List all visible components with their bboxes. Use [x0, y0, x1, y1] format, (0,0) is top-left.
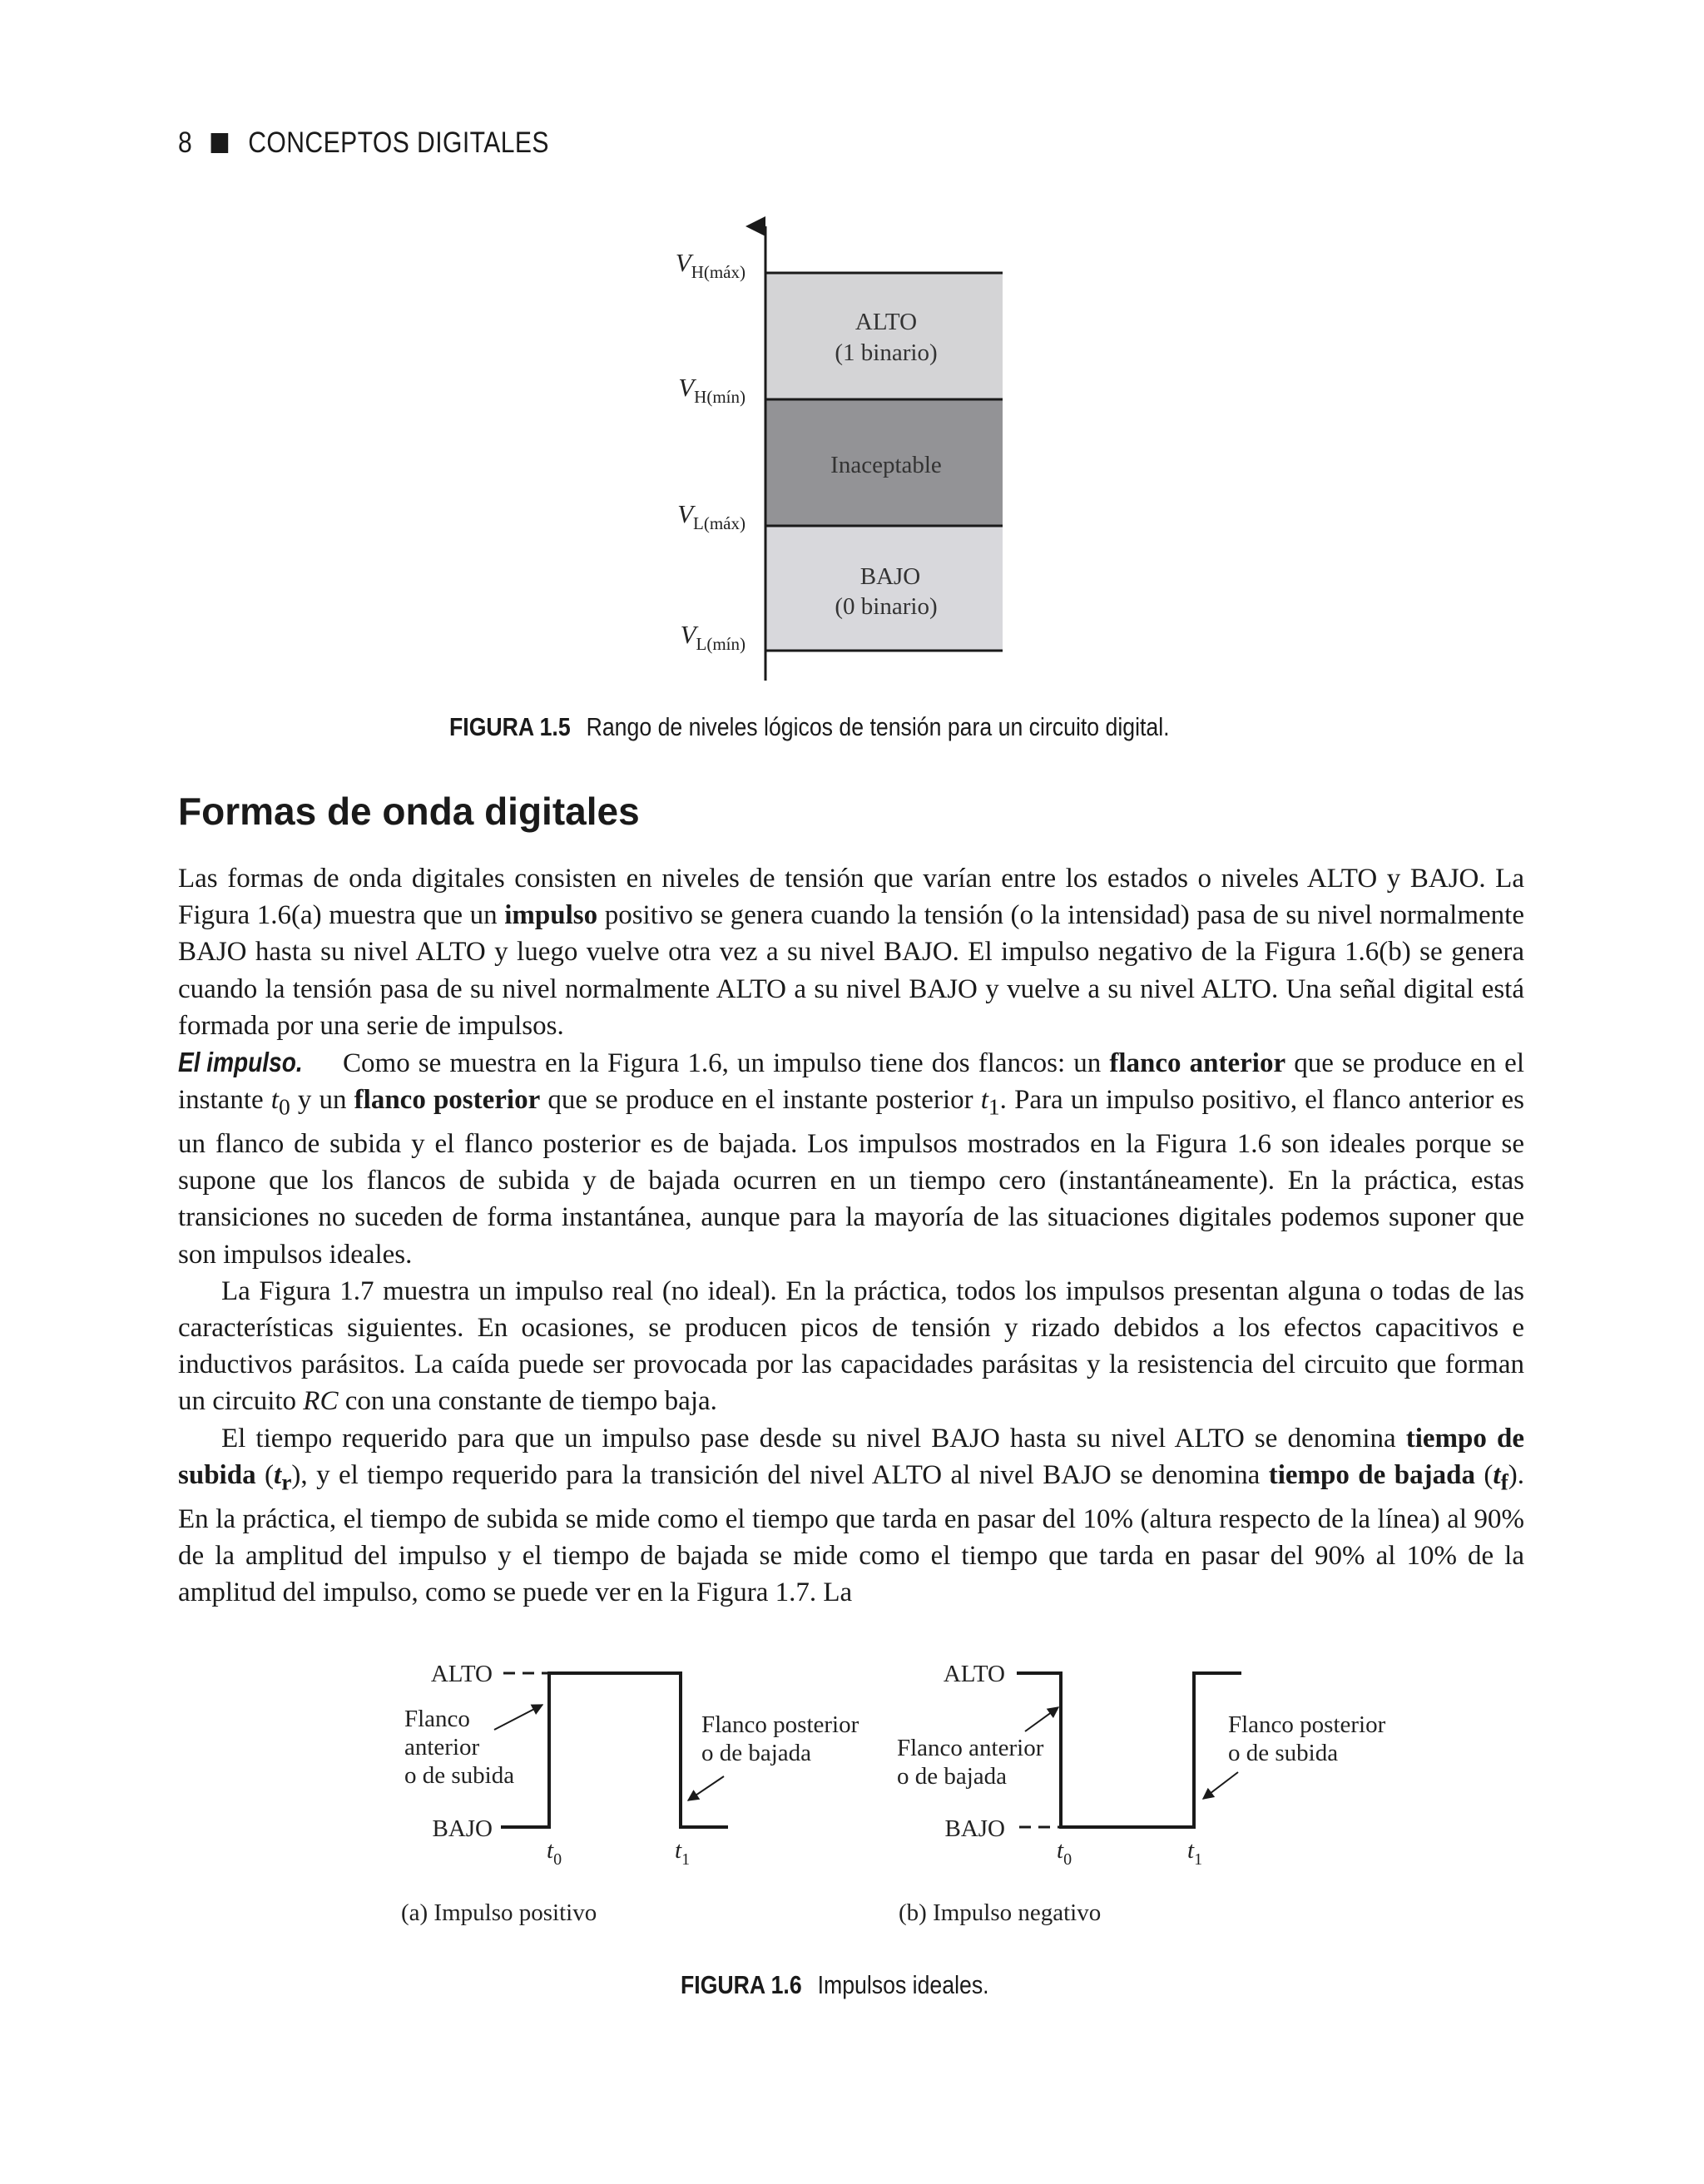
band-alto: [765, 273, 1003, 399]
pulse-a-flanco-posterior-2: o de bajada: [701, 1740, 812, 1766]
runin-heading: El impulso.: [178, 1047, 303, 1078]
figure-1-5-label: FIGURA 1.5: [449, 712, 571, 741]
label-vl-min: $V_{L(mín)}$: [680, 620, 746, 654]
pulse-a-waveform: [501, 1673, 728, 1827]
pulse-b-waveform: [1017, 1673, 1241, 1827]
figure-1-6-label: FIGURA 1.6: [681, 1970, 802, 1999]
pulse-a: [401, 1661, 859, 1926]
pulse-a-t0: $t_0$: [547, 1837, 562, 1869]
pulse-a-bajo: BAJO: [432, 1815, 493, 1842]
paragraph-1: Las formas de onda digitales consisten en niveles de tensión que varían entre los estados o niveles ALTO y BAJO. La Figura 1.6(a) muestra que un impulso positivo se genera cuando la tensión (o la intensidad) pasa de su nivel normalmente BAJO hasta su nivel ALTO y luego vuelve otra vez a su nivel BAJO. El impulso negativo de la Figura 1.6(b) se genera cuando la tensión pasa de su nivel normalmente ALTO a su nivel BAJO y vuelve a su nivel ALTO. Una señal digital está formada por una serie de impulsos.: [178, 864, 1524, 1041]
pulse-a-flanco-anterior-2: anterior: [404, 1734, 480, 1761]
pulse-b-t1: $t_1$: [1187, 1837, 1203, 1869]
figure-1-5-caption: [449, 712, 1170, 742]
paragraph-3: La Figura 1.7 muestra un impulso real (no ideal). En la práctica, todos los impulsos presentan alguna o todas de las características siguientes. En ocasiones, se producen picos de tensión y rizado debidos a los efectos capacitivos e inductivos parásitos. La caída puede ser provocada por las capacidades parásitas y la resistencia del circuito que forman un circuito RC con una constante de tiempo baja.: [178, 1275, 1524, 1417]
section-title: Formas de onda digitales: [178, 790, 640, 833]
pulse-a-flanco-anterior-1: Flanco: [404, 1706, 470, 1732]
label-vl-max: $V_{L(máx)}$: [677, 499, 746, 533]
pulse-b-alto: ALTO: [943, 1661, 1005, 1687]
pulse-b-t0: $t_0$: [1057, 1837, 1072, 1869]
pulse-a-caption: (a) Impulso positivo: [401, 1899, 597, 1926]
figure-1-6: [0, 1631, 1704, 1947]
page-number: 8: [178, 126, 193, 159]
band-inaceptable-label: Inaceptable: [830, 452, 942, 478]
pulse-b-flanco-anterior-1: Flanco anterior: [897, 1735, 1044, 1761]
label-vh-min: $V_{H(mín)}$: [678, 373, 746, 407]
paragraph-4: El tiempo requerido para que un impulso pase desde su nivel BAJO hasta su nivel ALTO se denomina tiempo de subida $(t_r)$, y el tiempo requerido para la transición del nivel ALTO al nivel BAJO se denomina tiempo de bajada $(t_f)$. En la práctica, el tiempo de subida se mide como el tiempo que tarda en pasar del 10% (altura respecto de la línea) al 90% de la amplitud del impulso y el tiempo de bajada se mide como el tiempo que tarda en pasar del 90% al 10% de la amplitud del impulso, como se puede ver en la Figura 1.7. La: [178, 1423, 1524, 1608]
pulse-a-flanco-anterior-3: o de subida: [404, 1762, 515, 1789]
pulse-b-caption: (b) Impulso negativo: [899, 1899, 1102, 1926]
pulse-a-flanco-posterior-1: Flanco posterior: [701, 1711, 859, 1738]
figure-1-6-caption-text: Impulsos ideales.: [817, 1970, 989, 1999]
pulse-b-flanco-posterior-1: Flanco posterior: [1228, 1711, 1386, 1738]
pulse-b-arrow-posterior: [1203, 1772, 1238, 1799]
band-bajo-label: BAJO: [859, 563, 921, 590]
pulse-b-bajo: BAJO: [944, 1815, 1005, 1842]
band-alto-sublabel: (1 binario): [835, 339, 938, 366]
pulse-a-arrow-posterior: [688, 1776, 724, 1800]
pulse-b: [897, 1661, 1386, 1926]
figure-1-5: [0, 0, 1704, 732]
running-title: CONCEPTOS DIGITALES: [248, 126, 549, 159]
pulse-b-flanco-anterior-2: o de bajada: [897, 1763, 1008, 1790]
pulse-a-t1: $t_1$: [675, 1837, 691, 1869]
figure-1-5-caption-text: Rango de niveles lógicos de tensión para un circuito digital.: [586, 712, 1170, 741]
band-alto-label: ALTO: [854, 309, 918, 335]
band-bajo-sublabel: (0 binario): [835, 593, 938, 620]
pulse-a-alto: ALTO: [430, 1661, 493, 1687]
body-text: [178, 860, 1524, 1611]
label-vh-max: $V_{H(máx)}$: [675, 248, 746, 282]
pulse-b-flanco-posterior-2: o de subida: [1228, 1740, 1339, 1766]
pulse-b-arrow-anterior: [1025, 1707, 1058, 1731]
figure-1-6-caption: [681, 1970, 989, 2000]
pulse-a-arrow-anterior: [494, 1705, 542, 1730]
paragraph-2: El impulso. Como se muestra en la Figura 1.6, un impulso tiene dos flancos: un flanco anterior que se produce en el instante $t_0$ y un flanco posterior que se produce en el instante posterior $t_1$. Para un impulso positivo, el flanco anterior es un flanco de subida y el flanco posterior es de bajada. Los impulsos mostrados en la Figura 1.6 son ideales porque se supone que los flancos de subida y de bajada ocurren en un tiempo cero (instantáneamente). En la práctica, estas transiciones no suceden de forma instantánea, aunque para la mayoría de las situaciones digitales podemos suponer que son impulsos ideales.: [178, 1044, 1524, 1273]
